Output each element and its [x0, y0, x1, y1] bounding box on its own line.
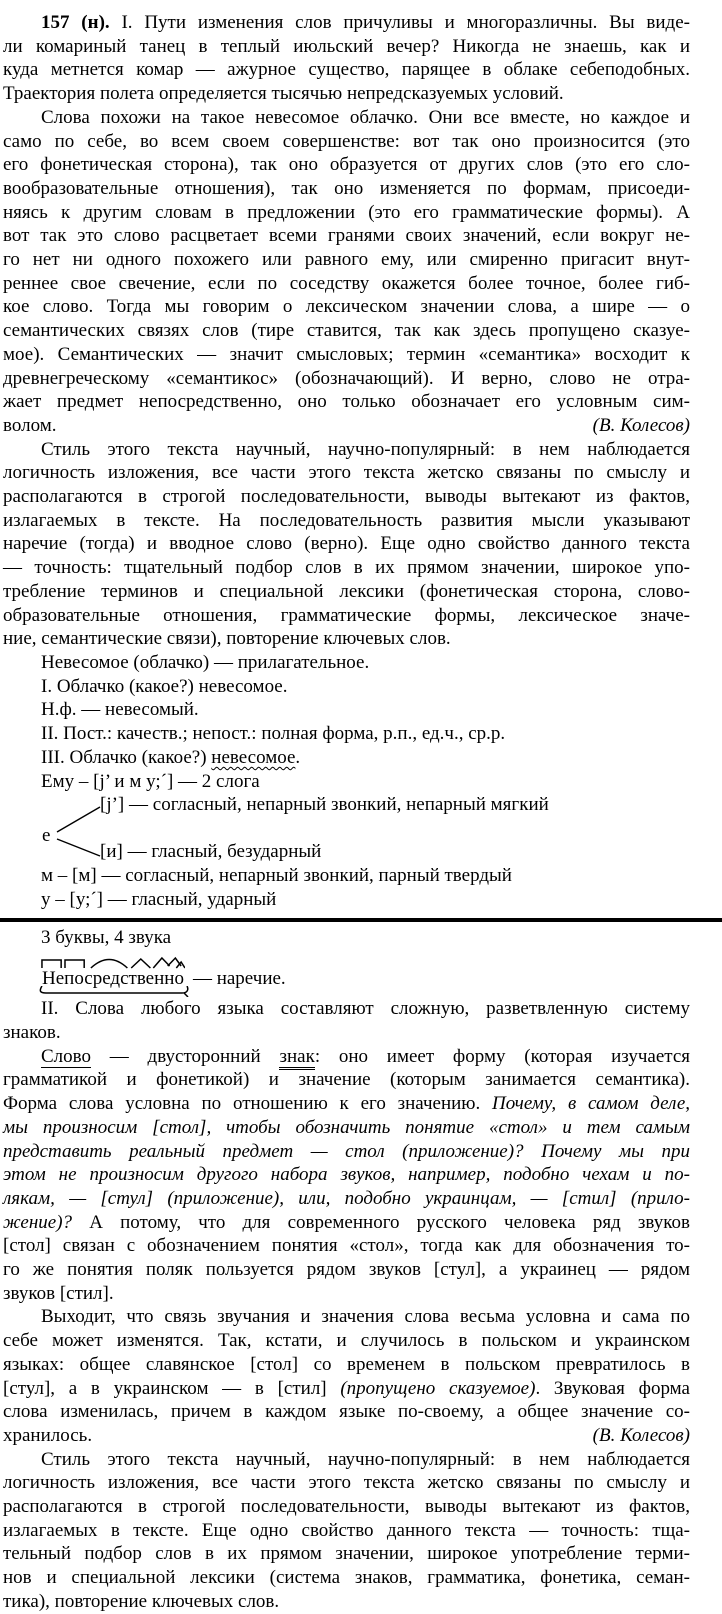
text-line	[3, 319, 690, 343]
text-line	[3, 770, 690, 794]
text-line	[3, 888, 690, 912]
morpheme-marks-icon	[41, 956, 185, 969]
text-line	[3, 1471, 690, 1495]
morpheme-word	[41, 968, 185, 990]
text-run: располагаются в строгой последовательности, выводы вытекают из фактов,	[3, 486, 690, 508]
paragraph-end-line	[3, 1424, 690, 1448]
text-line	[3, 1566, 690, 1590]
text-run: [стул], а в украинском — в [стил]	[3, 1377, 341, 1399]
text-line	[3, 1590, 690, 1614]
stem-underline-icon	[38, 986, 192, 997]
text-line	[3, 130, 690, 154]
text-run: Траектория полета определяется тысячью непредсказуемых условий.	[3, 83, 564, 105]
text-run: звуков [стил].	[3, 1282, 114, 1304]
text-line	[3, 1116, 690, 1140]
text-run: у – [у;´] — гласный, ударный	[41, 888, 277, 910]
text-line	[3, 343, 690, 367]
text-run: (пропущено сказуемое)	[340, 1377, 536, 1399]
text-run: III. Облачко (какое?)	[41, 746, 212, 768]
text-line	[3, 390, 690, 414]
text-run: его фонетическая сторона), так оно образуется от других слов (это его сло-	[3, 154, 690, 176]
text-run: знаков.	[3, 1022, 61, 1044]
text-run: няясь к другим словам в предложении (это его грамматические формы). А	[3, 201, 690, 223]
text-run: А потому, что для современного русского человека ряд звуков	[72, 1211, 690, 1233]
paragraph-end-text: волом.	[3, 414, 57, 436]
text-run: мы произносим [стол], чтобы обозначить понятие «стол» и тем самым	[3, 1116, 690, 1138]
text-line	[3, 438, 690, 462]
text-run: образовательные отношения, грамматические формы, лексическое значе-	[3, 604, 690, 626]
text-run: ние, семантические связи), повторение ключевых слов.	[3, 628, 451, 650]
text-run: невесомое	[211, 746, 296, 768]
text-run: само по себе, во всем своем совершенстве: вот так оно произносится (это	[3, 130, 690, 152]
text-run: излагаемых в тексте. На последовательность развития мысли указывают	[3, 509, 690, 531]
text-run: Н.ф. — невесомый.	[41, 699, 199, 721]
text-run: — наречие.	[192, 968, 286, 990]
text-line	[3, 1140, 690, 1164]
text-line	[3, 1211, 690, 1235]
text-run: слова изменилась, причем в каждом языке по-своему, а общее значение со-	[3, 1401, 690, 1423]
text-line	[3, 1305, 690, 1329]
text-run: представить реальный предмет — стол (приложение)? Почему мы при	[3, 1140, 690, 1162]
text-line	[3, 1258, 690, 1282]
text-run: себе может изменятся. Так, кстати, и случилось в польском и украинском	[3, 1330, 690, 1352]
paragraph-end-text: хранилось.	[3, 1424, 93, 1446]
text-run: знак	[279, 1046, 314, 1070]
text-line	[3, 11, 690, 35]
text-line	[3, 1021, 690, 1045]
branch-letter: е	[42, 825, 51, 847]
text-line	[3, 675, 690, 699]
text-line: [и] — гласный, безударный	[100, 841, 322, 863]
text-line	[3, 651, 690, 675]
text-run: наречие (тогда) и вводное слово (верно). Еще одно свойство данного текста	[3, 533, 690, 555]
text-line	[3, 1542, 690, 1566]
text-line: [j’] — согласный, непарный звонкий, непарный мягкий	[100, 794, 549, 816]
text-run: . Звуковая форма	[535, 1377, 690, 1399]
text-line	[3, 201, 690, 225]
text-line	[3, 1068, 690, 1092]
text-run: Стиль этого текста научный, научно-популярный: в нем наблюдается	[41, 1448, 690, 1470]
text-run: Почему, в самом деле,	[492, 1093, 691, 1115]
author-attribution: (В. Колесов)	[592, 414, 690, 436]
text-run: II. Пост.: качеств.; непост.: полная форма, р.п., ед.ч., ср.р.	[41, 723, 506, 745]
author-attribution: (В. Колесов)	[592, 1424, 690, 1446]
text-line	[3, 177, 690, 201]
text-run: Слова похожи на такое невесомое облачко. Они все вместе, но каждое и	[41, 106, 690, 128]
text-run: I. Пути изменения слов причуливы и многоразличны. Вы виде-	[109, 12, 690, 33]
text-line	[3, 926, 690, 950]
text-line	[3, 106, 690, 130]
text-line	[3, 35, 690, 59]
text-run: Непосредственно	[42, 968, 184, 990]
text-line	[3, 627, 690, 651]
phonetic-branch-diagram	[3, 793, 690, 864]
text-line	[3, 746, 690, 770]
text-run: вообразовательные отношения), так оно изменяется по формам, присоеди-	[3, 177, 690, 199]
text-run: реннее свое свечение, если по соседству окажется более точное, более гиб-	[3, 272, 690, 294]
text-line	[3, 153, 690, 177]
text-line	[3, 58, 690, 82]
branch-lines-icon	[40, 793, 104, 864]
text-run: II. Слова любого языка составляют сложную, разветвленную систему	[41, 998, 690, 1020]
text-run: Форма слова условна по отношению к его значению.	[3, 1093, 493, 1115]
text-run: излагаемых в тексте. Еще одно свойство данного текста — точность: тща-	[3, 1519, 690, 1541]
text-run: этом не произносим другого набора звуков, например, подобно чехам и по-	[3, 1164, 690, 1186]
text-run: Слово	[41, 1045, 91, 1067]
text-run: тика), повторение ключевых слов.	[3, 1590, 280, 1612]
text-run: [стол] связан с обозначением понятия «стол», тогда как для обозначения то-	[3, 1235, 690, 1257]
text-run: требление терминов и специальной лексики (фонетическая сторона, слово-	[3, 580, 690, 602]
paragraph-end-line	[3, 414, 690, 438]
text-line	[3, 864, 690, 888]
text-run: Стиль этого текста научный, научно-популярный: в нем наблюдается	[41, 438, 690, 460]
text-run: грамматикой и фонетикой) и значение (которым занимается семантика).	[3, 1069, 690, 1091]
text-line	[3, 1377, 690, 1401]
text-line	[3, 1400, 690, 1424]
text-run: 3 буквы, 4 звука	[41, 926, 172, 948]
text-line	[3, 532, 690, 556]
text-line	[3, 295, 690, 319]
text-line	[3, 1329, 690, 1353]
text-run: располагаются в строгой последовательности, выводы вытекают из фактов,	[3, 1496, 690, 1518]
text-run: тельный подбор слов в их прямом значении, широкое употребление терми-	[3, 1543, 690, 1565]
text-run: языках: общее славянское [стол] со временем в польском превратилось в	[3, 1353, 690, 1375]
text-line	[3, 1519, 690, 1543]
text-line	[3, 722, 690, 746]
text-run: вот так это слово расцветает всеми гранями своих значений, если вокруг не-	[3, 225, 690, 247]
text-run: лякам, — [стул] (приложение), или, подобно украинцам, — [стил] (прило-	[3, 1187, 690, 1209]
text-line	[3, 485, 690, 509]
text-line	[3, 1353, 690, 1377]
text-line	[3, 272, 690, 296]
text-line	[3, 604, 690, 628]
text-line	[3, 698, 690, 722]
document-page	[3, 11, 690, 1614]
text-line	[3, 580, 690, 604]
text-line	[3, 1282, 690, 1306]
text-run: I. Облачко (какое?) невесомое.	[41, 675, 288, 697]
text-run: логичность изложения, все части этого текста жетско связаны по смыслу и	[3, 1472, 690, 1494]
text-line	[3, 1448, 690, 1472]
text-run: Ему – [j’ и м у;´] — 2 слога	[41, 770, 260, 792]
text-line	[3, 367, 690, 391]
text-run: м – [м] — согласный, непарный звонкий, парный твердый	[41, 865, 512, 887]
text-run: древнегреческому «семантикос» (обозначающий). И верно, слово не отра-	[3, 367, 690, 389]
text-run: — двусторонний	[91, 1045, 280, 1067]
text-line	[3, 82, 690, 106]
text-line	[3, 556, 690, 580]
text-line	[3, 1045, 690, 1069]
text-run: го нет ни одного похожего или равного ему, или смиренно пригасит внут-	[3, 249, 690, 271]
text-run: .	[295, 746, 301, 768]
text-run: ли комариный танец в теплый июльский вечер? Никогда не знаешь, как и	[3, 35, 690, 57]
text-line	[3, 461, 690, 485]
text-line	[3, 1234, 690, 1258]
text-line	[3, 1092, 690, 1116]
text-line	[3, 997, 690, 1021]
text-run: жает предмет непосредственно, оно только обозначает его условным сим-	[3, 391, 690, 413]
text-run: кое слово. Тогда мы говорим о лексическом значении слова, а шире — о	[3, 296, 690, 318]
text-run: логичность изложения, все части этого текста жетско связаны по смыслу и	[3, 462, 690, 484]
text-run: — точность: тщательный подбор слов в их прямом значении, широкое упо-	[3, 557, 690, 579]
text-run: нов и специальной лексики (система знаков, грамматика, фонетика, семан-	[3, 1567, 690, 1589]
morpheme-analysis-line	[3, 955, 690, 997]
text-run: Выходит, что связь звучания и значения слова весьма условна и сама по	[41, 1306, 690, 1328]
text-run: мое). Семантических — значит смысловых; термин «семантика» восходит к	[3, 343, 690, 365]
text-run: куда метнется комар — ажурное существо, парящее в облаке себеподобных.	[3, 59, 690, 81]
text-line	[3, 509, 690, 533]
text-run: го же понятия поляк пользуется рядом звуков [стул], а украинец — рядом	[3, 1259, 690, 1281]
text-line	[3, 1495, 690, 1519]
text-run: семантических связях слов (тире ставится, так как здесь пропущено сказуе-	[3, 320, 690, 342]
text-line	[3, 248, 690, 272]
text-line	[3, 224, 690, 248]
text-line	[3, 1163, 690, 1187]
text-run: 157 (н).	[41, 12, 110, 33]
text-line	[3, 1187, 690, 1211]
text-run: Невесомое (облачко) — прилагательное.	[41, 651, 370, 673]
section-divider	[0, 918, 722, 922]
text-run: жение)?	[3, 1211, 73, 1233]
text-run: : оно имеет форму (которая изучается	[314, 1045, 690, 1067]
